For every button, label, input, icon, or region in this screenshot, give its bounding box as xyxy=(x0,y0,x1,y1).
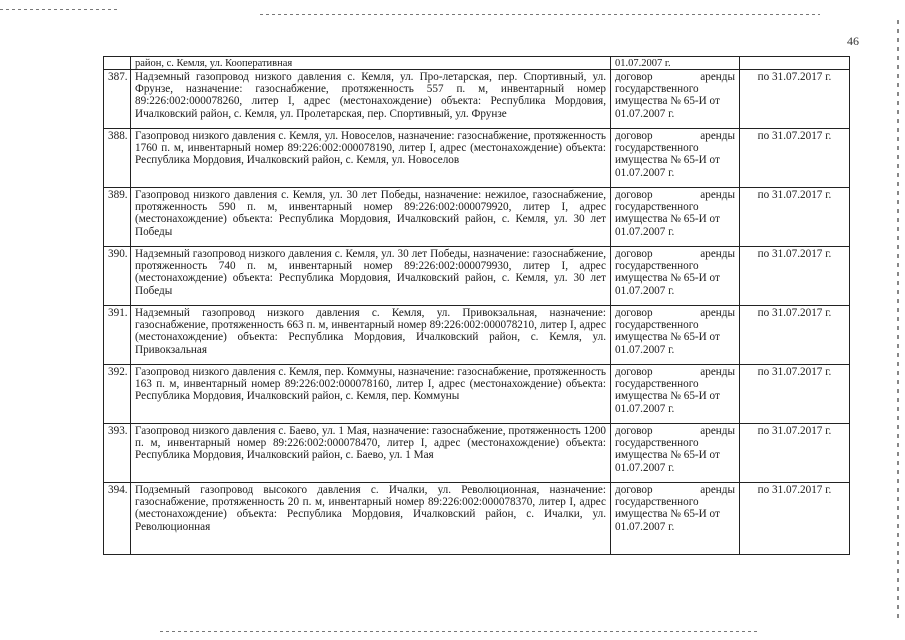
basis-first-line xyxy=(615,248,735,260)
table-row xyxy=(104,365,850,424)
basis-doc-kind: аренды xyxy=(700,366,735,378)
term-cell: по 31.07.2017 г. xyxy=(740,70,850,129)
property-registry-table xyxy=(103,56,850,555)
basis-doc-details: государственного имущества № 65-И от 01.07.2007 г. xyxy=(615,378,720,415)
basis-first-line xyxy=(615,71,735,83)
page-number: 46 xyxy=(847,34,859,48)
row-number-cell: 393. xyxy=(104,424,131,483)
table-row xyxy=(104,70,850,129)
row-number-cell: 394. xyxy=(104,483,131,555)
row-number-cell: 391. xyxy=(104,306,131,365)
basis-doc-details: государственного имущества № 65-И от 01.07.2007 г. xyxy=(615,201,720,238)
object-description-cell: Подземный газопровод высокого давления с. Ичалки, ул. Революционная, назначение: газоснабжение, протяженность 20 п. м, инвентарный номер 89:226:002:000078370, литер I, адрес (местонахождение) объекта: Республика Мордовия, Ичалковский район, с. Ичалки, ул. Революционная xyxy=(131,483,611,555)
row-number-cell: 388. xyxy=(104,129,131,188)
basis-first-line xyxy=(615,484,735,496)
basis-first-line xyxy=(615,130,735,142)
basis-doc-kind: аренды xyxy=(700,425,735,437)
term-cell: по 31.07.2017 г. xyxy=(740,188,850,247)
basis-doc-type: договор xyxy=(615,71,653,83)
basis-doc-kind: аренды xyxy=(700,484,735,496)
basis-doc-kind: аренды xyxy=(700,307,735,319)
continuation-row xyxy=(104,57,850,70)
legal-basis-cell xyxy=(611,247,740,306)
basis-doc-type: договор xyxy=(615,130,653,142)
basis-doc-type: договор xyxy=(615,484,653,496)
basis-first-line xyxy=(615,307,735,319)
table-row xyxy=(104,247,850,306)
legal-basis-cell: 01.07.2007 г. xyxy=(611,57,740,70)
basis-doc-details: государственного имущества № 65-И от 01.07.2007 г. xyxy=(615,83,720,120)
legal-basis-cell xyxy=(611,365,740,424)
term-cell: по 31.07.2017 г. xyxy=(740,365,850,424)
basis-doc-details: государственного имущества № 65-И от 01.07.2007 г. xyxy=(615,496,720,533)
legal-basis-cell xyxy=(611,306,740,365)
table-row xyxy=(104,424,850,483)
basis-first-line xyxy=(615,189,735,201)
object-description-cell: Газопровод низкого давления с. Кемля, ул. Новоселов, назначение: газоснабжение, протяженность 1760 п. м, инвентарный номер 89:226:002:000078190, литер I, адрес (местонахождение) объекта: Республика Мордовия, Ичалковский район, с. Кемля, ул. Новоселов xyxy=(131,129,611,188)
basis-doc-details: государственного имущества № 65-И от 01.07.2007 г. xyxy=(615,319,720,356)
object-description-cell: район, с. Кемля, ул. Кооперативная xyxy=(131,57,611,70)
row-number-cell: 387. xyxy=(104,70,131,129)
object-description-cell: Надземный газопровод низкого давления с. Кемля, ул. Про-летарская, пер. Спортивный, ул. Фрунзе, назначение: газоснабжение, протяженность 557 п. м, инвентарный номер 89:226:002:000078260, литер I, адрес (местонахождение) объекта: Республика Мордовия, Ичалковский район, с. Кемля, ул. Пролетарская, пер. Спортивный, ул. Фрунзе xyxy=(131,70,611,129)
term-cell xyxy=(740,57,850,70)
basis-doc-type: договор xyxy=(615,366,653,378)
legal-basis-cell xyxy=(611,188,740,247)
object-description-cell: Надземный газопровод низкого давления с. Кемля, ул. Привокзальная, назначение: газоснабжение, протяженность 663 п. м, инвентарный номер 89:226:002:000078210, литер I, адрес (местонахождение) объекта: Республика Мордовия, Ичалковский район, с. Кемля, ул. Привокзальная xyxy=(131,306,611,365)
row-number-cell: 392. xyxy=(104,365,131,424)
legal-basis-cell xyxy=(611,129,740,188)
basis-doc-kind: аренды xyxy=(700,189,735,201)
object-description-cell: Газопровод низкого давления с. Баево, ул. 1 Мая, назначение: газоснабжение, протяженность 1200 п. м, инвентарный номер 89:226:002:000078470, литер I, адрес (местонахождение) объекта: Республика Мордовия, Ичалковский район, с. Баево, ул. 1 Мая xyxy=(131,424,611,483)
term-cell: по 31.07.2017 г. xyxy=(740,247,850,306)
basis-doc-type: договор xyxy=(615,425,653,437)
basis-doc-type: договор xyxy=(615,248,653,260)
row-number-cell xyxy=(104,57,131,70)
basis-first-line xyxy=(615,425,735,437)
legal-basis-cell xyxy=(611,483,740,555)
table-row xyxy=(104,483,850,555)
scan-artifact-top-left xyxy=(0,9,120,10)
object-description-cell: Надземный газопровод низкого давления с. Кемля, ул. 30 лет Победы, назначение: газоснабжение, протяженность 740 п. м, инвентарный номер 89:226:002:000079930, литер I, адрес (местонахождение) объекта: Республика Мордовия, Ичалковский район, с. Кемля, ул. 30 лет Победы xyxy=(131,247,611,306)
row-number-cell: 389. xyxy=(104,188,131,247)
term-cell: по 31.07.2017 г. xyxy=(740,424,850,483)
basis-doc-kind: аренды xyxy=(700,130,735,142)
table-row xyxy=(104,129,850,188)
term-cell: по 31.07.2017 г. xyxy=(740,129,850,188)
basis-doc-type: договор xyxy=(615,307,653,319)
term-cell: по 31.07.2017 г. xyxy=(740,483,850,555)
basis-doc-details: государственного имущества № 65-И от 01.07.2007 г. xyxy=(615,437,720,474)
legal-basis-cell xyxy=(611,70,740,129)
row-number-cell: 390. xyxy=(104,247,131,306)
table-row xyxy=(104,306,850,365)
basis-doc-type: договор xyxy=(615,189,653,201)
object-description-cell: Газопровод низкого давления с. Кемля, пер. Коммуны, назначение: газоснабжение, протяженность 163 п. м, инвентарный номер 89:226:002:000078160, литер I, адрес (местонахождение) объекта: Республика Мордовия, Ичалковский район, с. Кемля, пер. Коммуны xyxy=(131,365,611,424)
object-description-cell: Газопровод низкого давления с. Кемля, ул. 30 лет Победы, назначение: нежилое, газоснабжение, протяженность 590 п. м, инвентарный номер 89:226:002:000079920, литер I, адрес (местонахождение) объекта: Республика Мордовия, Ичалковский район, с. Кемля, ул. 30 лет Победы xyxy=(131,188,611,247)
basis-doc-kind: аренды xyxy=(700,248,735,260)
basis-first-line xyxy=(615,366,735,378)
scan-artifact-right-edge xyxy=(897,20,899,620)
table-row xyxy=(104,188,850,247)
term-cell: по 31.07.2017 г. xyxy=(740,306,850,365)
basis-doc-details: государственного имущества № 65-И от 01.07.2007 г. xyxy=(615,260,720,297)
legal-basis-cell xyxy=(611,424,740,483)
scan-artifact-top-mid xyxy=(260,14,820,15)
scan-artifact-bottom xyxy=(160,631,760,632)
basis-doc-details: государственного имущества № 65-И от 01.07.2007 г. xyxy=(615,142,720,179)
basis-doc-kind: аренды xyxy=(700,71,735,83)
